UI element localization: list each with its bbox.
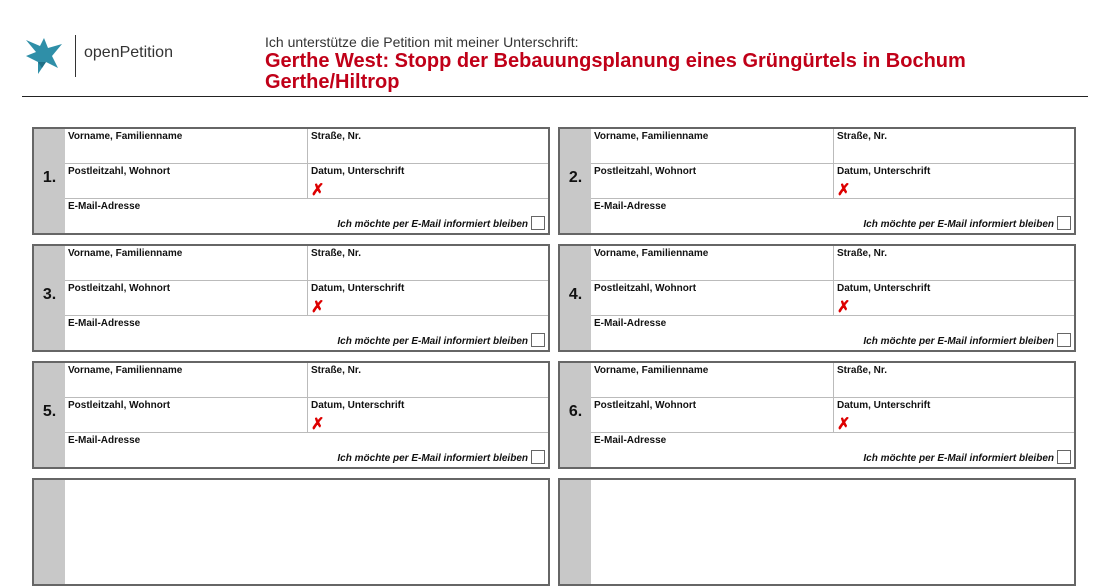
- zip-city-field[interactable]: [65, 164, 308, 199]
- entry-number-column: [34, 363, 65, 467]
- signature-card: [558, 244, 1076, 352]
- email-field[interactable]: [65, 433, 548, 467]
- email-field[interactable]: [591, 199, 1074, 233]
- email-field[interactable]: [65, 199, 548, 233]
- date-signature-field[interactable]: [308, 281, 548, 316]
- sign-here-icon: ✗: [311, 299, 325, 316]
- date-signature-label: Datum, Unterschrift: [837, 283, 931, 294]
- name-label: Vorname, Familienname: [594, 365, 709, 376]
- email-optin-label: Ich möchte per E-Mail informiert bleiben: [337, 453, 528, 464]
- street-field[interactable]: [308, 129, 548, 164]
- zip-city-field[interactable]: [591, 164, 834, 199]
- name-field[interactable]: [65, 363, 308, 398]
- email-optin-checkbox[interactable]: [531, 216, 545, 230]
- sign-here-icon: ✗: [311, 182, 325, 199]
- entry-number: 6.: [568, 403, 583, 420]
- signature-card: [558, 127, 1076, 235]
- email-optin-checkbox[interactable]: [1057, 450, 1071, 464]
- street-field[interactable]: [308, 246, 548, 281]
- email-optin-label: Ich möchte per E-Mail informiert bleiben: [863, 219, 1054, 230]
- date-signature-field[interactable]: [834, 281, 1074, 316]
- email-optin-checkbox[interactable]: [531, 450, 545, 464]
- entry-number: 5.: [42, 403, 57, 420]
- email-label: E-Mail-Adresse: [68, 435, 141, 446]
- sign-here-icon: ✗: [837, 299, 851, 316]
- logo-text: openPetition: [84, 44, 173, 61]
- email-field[interactable]: [591, 433, 1074, 467]
- logo-separator: [75, 35, 76, 77]
- signature-card-partial: [32, 478, 550, 586]
- street-label: Straße, Nr.: [837, 365, 888, 376]
- zip-city-label: Postleitzahl, Wohnort: [68, 400, 171, 411]
- entry-number-column: [560, 480, 591, 584]
- intro-text: Ich unterstütze die Petition mit meiner Unterschrift:: [265, 34, 579, 50]
- entry-number-column: [34, 129, 65, 233]
- street-field[interactable]: [834, 246, 1074, 281]
- street-field[interactable]: [834, 129, 1074, 164]
- zip-city-label: Postleitzahl, Wohnort: [594, 166, 697, 177]
- date-signature-label: Datum, Unterschrift: [837, 400, 931, 411]
- email-label: E-Mail-Adresse: [68, 318, 141, 329]
- entry-number-column: [560, 129, 591, 233]
- zip-city-field[interactable]: [591, 398, 834, 433]
- name-label: Vorname, Familienname: [68, 131, 183, 142]
- entry-number: 4.: [568, 286, 583, 303]
- email-label: E-Mail-Adresse: [68, 201, 141, 212]
- signature-grid: [32, 127, 1080, 487]
- signature-card: [32, 127, 550, 235]
- name-label: Vorname, Familienname: [594, 248, 709, 259]
- name-field[interactable]: [591, 246, 834, 281]
- entry-number-column: [34, 480, 65, 584]
- sign-here-icon: ✗: [837, 416, 851, 433]
- header-divider: [22, 96, 1088, 97]
- email-optin-label: Ich möchte per E-Mail informiert bleiben: [863, 453, 1054, 464]
- email-label: E-Mail-Adresse: [594, 318, 667, 329]
- date-signature-label: Datum, Unterschrift: [837, 166, 931, 177]
- street-label: Straße, Nr.: [837, 248, 888, 259]
- zip-city-label: Postleitzahl, Wohnort: [68, 283, 171, 294]
- street-label: Straße, Nr.: [311, 248, 362, 259]
- signature-card-partial: [558, 478, 1076, 586]
- zip-city-label: Postleitzahl, Wohnort: [68, 166, 171, 177]
- sign-here-icon: ✗: [837, 182, 851, 199]
- name-field[interactable]: [591, 363, 834, 398]
- email-field[interactable]: [65, 316, 548, 350]
- zip-city-field[interactable]: [65, 398, 308, 433]
- name-label: Vorname, Familienname: [68, 248, 183, 259]
- zip-city-field[interactable]: [591, 281, 834, 316]
- date-signature-label: Datum, Unterschrift: [311, 166, 405, 177]
- signature-card: [32, 244, 550, 352]
- zip-city-label: Postleitzahl, Wohnort: [594, 400, 697, 411]
- zip-city-label: Postleitzahl, Wohnort: [594, 283, 697, 294]
- name-field[interactable]: [591, 129, 834, 164]
- signature-card: [32, 361, 550, 469]
- street-field[interactable]: [834, 363, 1074, 398]
- date-signature-field[interactable]: [834, 398, 1074, 433]
- date-signature-field[interactable]: [834, 164, 1074, 199]
- email-optin-checkbox[interactable]: [1057, 216, 1071, 230]
- email-optin-checkbox[interactable]: [1057, 333, 1071, 347]
- sign-here-icon: ✗: [311, 416, 325, 433]
- entry-number-column: [34, 246, 65, 350]
- petition-title: Gerthe West: Stopp der Bebauungsplanung eines Grüngürtels in Bochum Gerthe/Hiltrop: [265, 50, 966, 93]
- street-label: Straße, Nr.: [311, 365, 362, 376]
- entry-number-column: [560, 363, 591, 467]
- date-signature-label: Datum, Unterschrift: [311, 283, 405, 294]
- signature-card: [558, 361, 1076, 469]
- entry-number: 3.: [42, 286, 57, 303]
- email-optin-checkbox[interactable]: [531, 333, 545, 347]
- zip-city-field[interactable]: [65, 281, 308, 316]
- entry-number: 2.: [568, 169, 583, 186]
- email-label: E-Mail-Adresse: [594, 201, 667, 212]
- street-field[interactable]: [308, 363, 548, 398]
- bird-logo-icon: [22, 34, 68, 78]
- name-label: Vorname, Familienname: [68, 365, 183, 376]
- date-signature-field[interactable]: [308, 398, 548, 433]
- entry-number-column: [560, 246, 591, 350]
- date-signature-label: Datum, Unterschrift: [311, 400, 405, 411]
- street-label: Straße, Nr.: [837, 131, 888, 142]
- email-optin-label: Ich möchte per E-Mail informiert bleiben: [337, 219, 528, 230]
- name-label: Vorname, Familienname: [594, 131, 709, 142]
- entry-number: 1.: [42, 169, 57, 186]
- email-label: E-Mail-Adresse: [594, 435, 667, 446]
- date-signature-field[interactable]: [308, 164, 548, 199]
- email-optin-label: Ich möchte per E-Mail informiert bleiben: [863, 336, 1054, 347]
- street-label: Straße, Nr.: [311, 131, 362, 142]
- name-field[interactable]: [65, 246, 308, 281]
- email-optin-label: Ich möchte per E-Mail informiert bleiben: [337, 336, 528, 347]
- page-header: [0, 0, 1113, 100]
- name-field[interactable]: [65, 129, 308, 164]
- email-field[interactable]: [591, 316, 1074, 350]
